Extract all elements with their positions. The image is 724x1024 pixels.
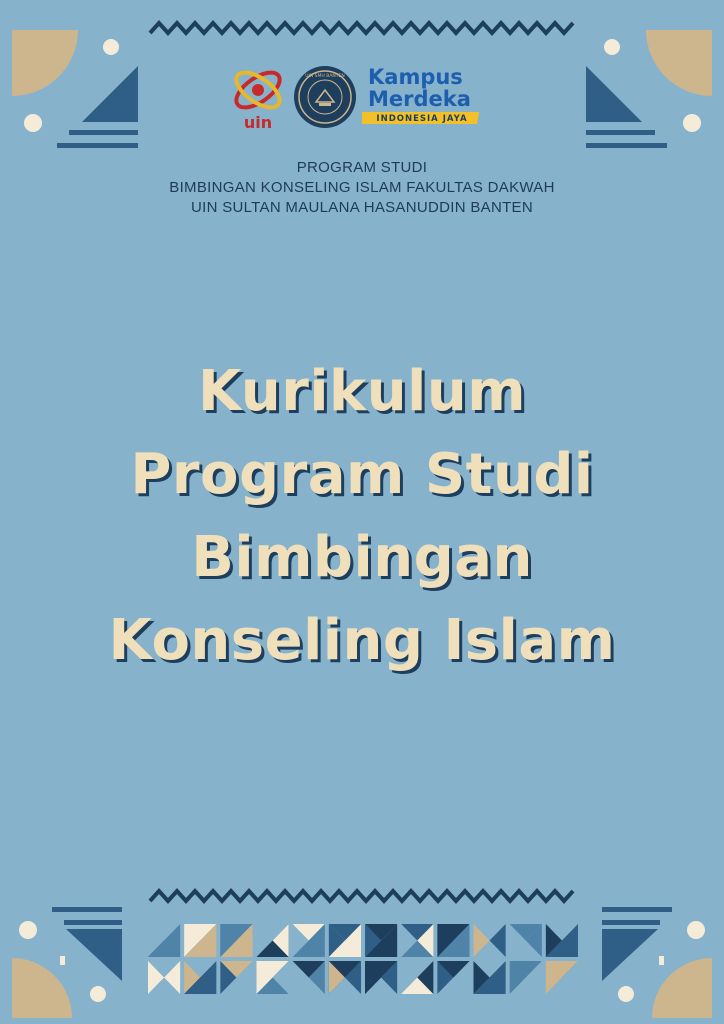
- uin-logo-text: uin: [243, 113, 273, 132]
- dot-ornament: [618, 986, 634, 1002]
- dot-ornament: [604, 39, 620, 55]
- dot-ornament: [90, 986, 106, 1002]
- bottom-zigzag-border: [148, 886, 578, 906]
- stripe-ornament: [52, 907, 122, 912]
- header-line-1: PROGRAM STUDI: [296, 159, 428, 176]
- header-line-2: BIMBINGAN KONSELING ISLAM FAKULTAS DAKWAH: [169, 179, 555, 196]
- dot-ornament: [19, 921, 37, 939]
- title-line-1: Kurikulum: [197, 359, 527, 424]
- quarter-circle-ornament: [646, 30, 712, 96]
- pattern-triangle: [490, 924, 506, 957]
- kampus-merdeka-logo: [362, 62, 494, 130]
- top-right-ornament: [564, 0, 724, 160]
- dot-ornament: [103, 39, 119, 55]
- triangle-ornament: [602, 929, 658, 981]
- kampus-logo-line2: Merdeka: [368, 87, 471, 111]
- dot-ornament: [24, 114, 42, 132]
- pattern-triangle: [164, 961, 180, 994]
- stripe-ornament: [60, 956, 65, 965]
- stripe-ornament: [586, 143, 667, 148]
- stripe-ornament: [659, 956, 664, 965]
- triangle-ornament: [82, 66, 138, 122]
- stripe-ornament: [586, 130, 655, 135]
- stripe-ornament: [69, 130, 138, 135]
- header-line-3: UIN SULTAN MAULANA HASANUDDIN BANTEN: [191, 199, 533, 216]
- triangle-ornament: [66, 929, 122, 981]
- bottom-right-ornament: [574, 880, 724, 1024]
- stripe-ornament: [57, 143, 138, 148]
- pattern-triangle: [474, 924, 490, 957]
- kampus-logo-line1: Kampus: [368, 65, 463, 89]
- triangle-ornament: [586, 66, 642, 122]
- pattern-triangle: [510, 961, 542, 994]
- title-line-4: Konseling Islam: [108, 608, 616, 673]
- dot-ornament: [683, 114, 701, 132]
- top-zigzag-border: [148, 18, 578, 38]
- program-header: [0, 158, 724, 218]
- triangle-pattern: [146, 922, 580, 996]
- dot-ornament: [687, 921, 705, 939]
- top-left-ornament: [0, 0, 160, 160]
- stripe-ornament: [64, 920, 122, 925]
- pattern-triangle: [148, 961, 164, 994]
- quarter-circle-ornament: [652, 958, 712, 1018]
- quarter-circle-ornament: [12, 30, 78, 96]
- title-line-2: Program Studi: [130, 442, 594, 507]
- quarter-circle-ornament: [12, 958, 72, 1018]
- seal-text: UIN SMH BANTEN: [305, 74, 345, 79]
- pattern-triangle: [148, 924, 180, 957]
- university-seal: [292, 64, 358, 130]
- pattern-triangle: [546, 961, 578, 994]
- uin-logo: [228, 62, 288, 132]
- page-title: [0, 350, 724, 682]
- title-line-3: Bimbingan: [191, 525, 533, 590]
- bottom-left-ornament: [0, 880, 150, 1024]
- stripe-ornament: [602, 907, 672, 912]
- kampus-logo-tagline: INDONESIA JAYA: [376, 114, 468, 124]
- stripe-ornament: [602, 920, 660, 925]
